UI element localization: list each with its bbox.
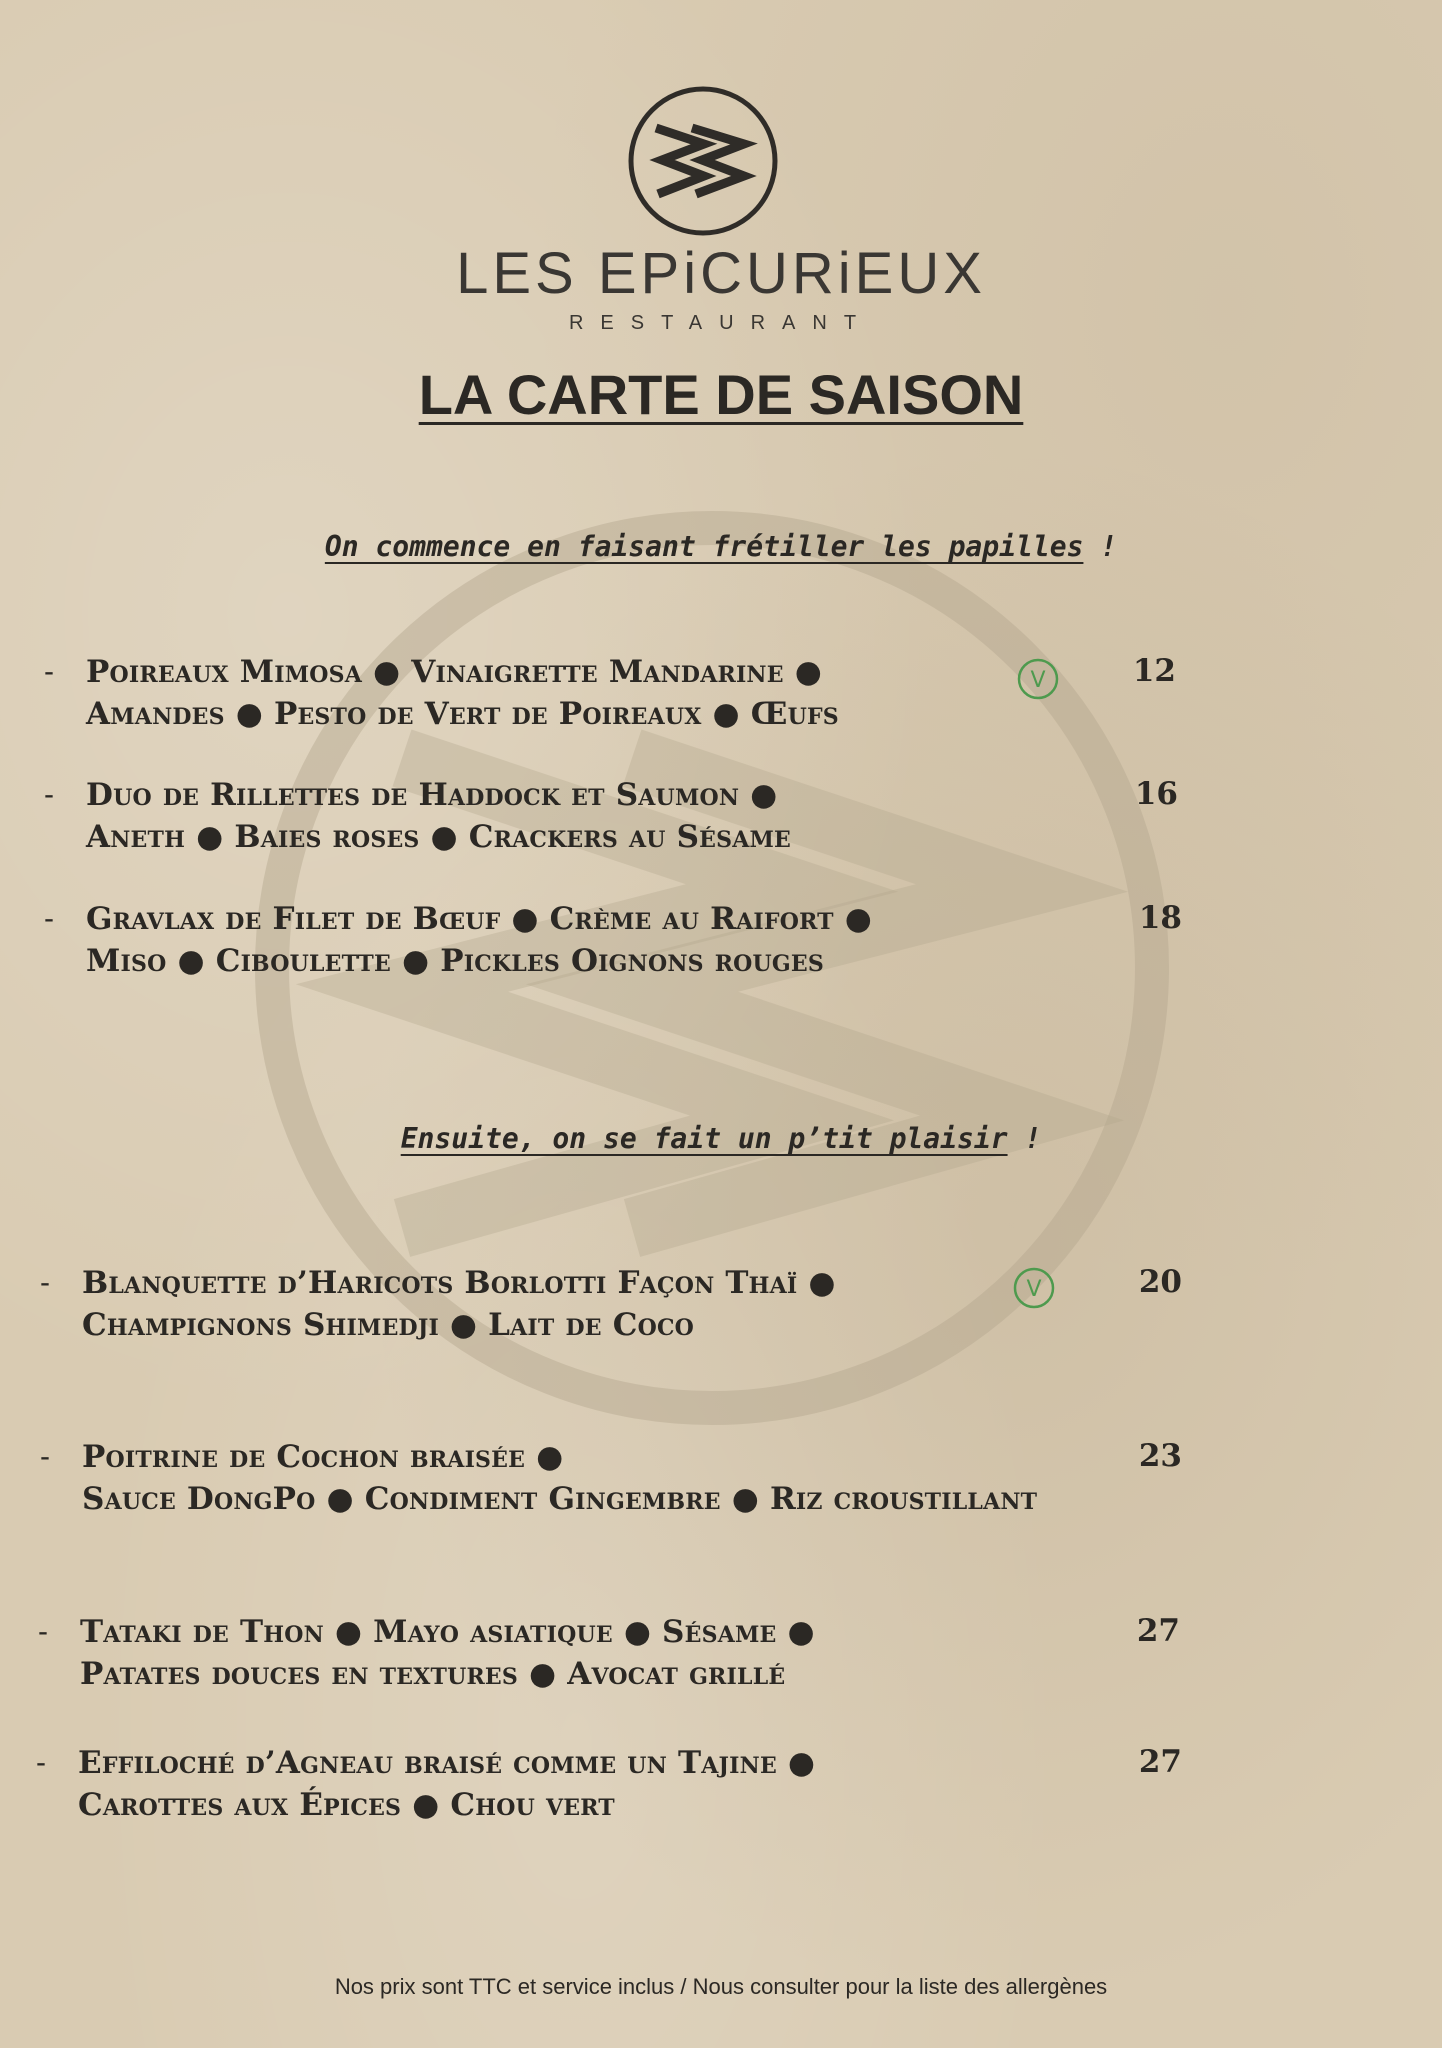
- dish-price: 20: [1138, 1264, 1182, 1300]
- svg-text:V: V: [1030, 668, 1046, 693]
- list-dash: -: [40, 1440, 50, 1473]
- list-dash: -: [38, 1615, 48, 1648]
- dish-price: 27: [1136, 1613, 1180, 1649]
- menu-item: [0, 774, 1442, 864]
- dish-line-2: Amandes ● Pesto de Vert de Poireaux ● Œufs: [86, 696, 839, 732]
- restaurant-name: LES EPiCURiEUX: [456, 241, 986, 306]
- dish-line-1: Tataki de Thon ● Mayo asiatique ● Sésame ●: [80, 1614, 815, 1650]
- dish-line-2: Aneth ● Baies roses ● Crackers au Sésame: [86, 819, 792, 855]
- dish-price: 18: [1138, 900, 1182, 936]
- dish-price: 27: [1138, 1744, 1182, 1780]
- menu-item: [0, 1436, 1442, 1526]
- page-title: LA CARTE DE SAISON: [418, 363, 1024, 426]
- restaurant-subtitle: RESTAURANT: [568, 312, 874, 334]
- svg-text:V: V: [1026, 1277, 1042, 1302]
- restaurant-logo-icon: [626, 84, 780, 238]
- list-dash: -: [44, 655, 54, 688]
- dish-price: 23: [1138, 1438, 1182, 1474]
- footer-note: Nos prix sont TTC et service inclus / Nous consulter pour la liste des allergènes: [334, 1974, 1108, 1999]
- vegetarian-icon: [1012, 1266, 1056, 1310]
- list-dash: -: [44, 902, 54, 935]
- dish-line-1: Effiloché d’Agneau braisé comme un Tajine ●: [78, 1745, 816, 1781]
- dish-line-2: Sauce DongPo ● Condiment Gingembre ● Riz croustillant: [82, 1481, 1038, 1517]
- list-dash: -: [40, 1266, 50, 1299]
- section-heading-starters: On commence en faisant frétiller les papilles !: [324, 530, 1118, 563]
- vegetarian-icon: [1016, 657, 1060, 701]
- menu-item: [0, 1262, 1442, 1352]
- dish-line-1: Blanquette d’Haricots Borlotti Façon Thaï ●: [82, 1265, 836, 1301]
- menu-item: [0, 1742, 1442, 1832]
- dish-line-1: Poireaux Mimosa ● Vinaigrette Mandarine ●: [86, 654, 822, 690]
- dish-line-1: Gravlax de Filet de Bœuf ● Crème au Raifort ●: [86, 901, 872, 937]
- dish-line-2: Carottes aux Épices ● Chou vert: [78, 1787, 615, 1823]
- list-dash: -: [36, 1746, 46, 1779]
- dish-line-2: Miso ● Ciboulette ● Pickles Oignons rouges: [86, 943, 824, 979]
- dish-line-1: Poitrine de Cochon braisée ●: [82, 1439, 564, 1475]
- dish-line-2: Champignons Shimedji ● Lait de Coco: [82, 1307, 695, 1343]
- menu-item: [0, 898, 1442, 988]
- menu-item: [0, 651, 1442, 741]
- menu-item: [0, 1611, 1442, 1701]
- list-dash: -: [44, 778, 54, 811]
- dish-price: 12: [1132, 653, 1176, 689]
- dish-price: 16: [1134, 776, 1178, 812]
- dish-line-2: Patates douces en textures ● Avocat grillé: [80, 1656, 786, 1692]
- dish-line-1: Duo de Rillettes de Haddock et Saumon ●: [86, 777, 778, 813]
- section-heading-mains: Ensuite, on se fait un p’tit plaisir !: [400, 1122, 1042, 1155]
